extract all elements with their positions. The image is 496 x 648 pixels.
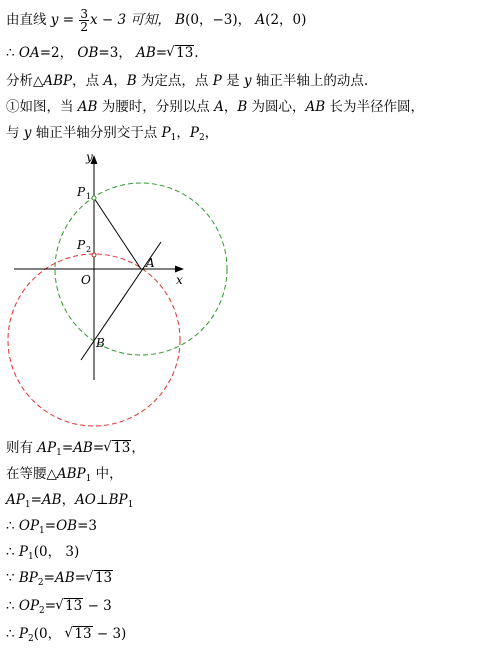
point-b: B [237,99,248,115]
denominator: 2 [80,20,88,34]
text: . [194,45,199,61]
label-x: x [176,273,183,287]
text: 轴正半轴分别交于点 [31,125,162,141]
text: ，点 [72,73,104,89]
coord-a: (2，0) [265,12,307,28]
text: 在等腰△ [6,466,57,482]
line-isosceles [6,465,123,488]
text: ， [223,99,238,115]
seg-ab: AB [77,99,98,115]
text: = [30,492,42,508]
text: − 3 [83,598,112,614]
point-b: B [175,12,186,28]
sqrt [56,597,83,615]
sqrt [65,625,92,643]
sqrt [167,44,194,62]
seg-ap: AP [6,492,25,508]
text: 为腰时，分别以点 [97,99,215,115]
subscript: 2 [39,606,45,616]
label-b: B [96,336,105,350]
point-p2: P [18,626,28,642]
text: 轴正半轴上的动点. [251,73,369,89]
sqrt [104,439,131,457]
triangle-abp: ABP [43,73,73,89]
line-case-one [6,98,424,116]
text: = [58,12,79,28]
perp-symbol: ⊥ [95,492,109,508]
text: = [92,440,105,456]
text: = [61,440,74,456]
text: ， [113,73,127,89]
point-p1: P [161,125,171,141]
text: =3， [98,45,132,61]
subscript: 1 [85,474,92,484]
text: 由直线 [6,12,47,28]
label-o: O [81,273,91,287]
seg-ab: AB [305,99,326,115]
text: ， [131,440,145,456]
seg-op: OP [18,518,40,534]
text: = [44,598,57,614]
sqrt [86,569,113,587]
line-intersections [6,124,218,147]
point-p2: P [189,125,199,141]
line-p1-coord [6,543,79,566]
text: ， [61,492,76,508]
subscript: 1 [39,526,45,536]
subscript: 1 [56,448,62,458]
therefore-symbol: ∴ [6,518,19,534]
because-symbol: ∵ [6,570,19,586]
text: 与 [6,125,24,141]
line-bp2 [6,569,113,592]
seg-ab: AB [136,45,156,61]
triangle-abp1: ABP [56,466,86,482]
text: 是 [221,73,244,89]
text: (0， 3) [33,544,80,560]
text: 分析△ [6,73,44,89]
var-y: y [243,73,252,89]
label-y: y [86,150,93,164]
numerator: 3 [80,7,88,21]
var-y: y [50,12,59,28]
subscript: 2 [198,133,205,143]
geometry-figure [0,148,240,438]
var-y: y [23,125,32,141]
text: 为定点，点 [136,73,213,89]
point-p2-marker [92,253,96,257]
subscript: 2 [37,578,44,588]
line-ap1-equals [6,439,145,462]
text: 中， [91,466,123,482]
fraction [79,8,89,33]
text: − 3) [92,626,127,642]
label-p2: P [77,238,86,252]
subscript: 1 [27,552,34,562]
line-perpendicular [6,491,133,514]
radicand: 13 [74,626,92,642]
subscript: 1 [127,500,134,510]
point-p: P [212,73,222,89]
text: = [44,518,57,534]
segment-p1-a [94,198,141,269]
line-p2-coord [6,625,126,648]
point-p1: P [18,544,28,560]
seg-ap: AP [37,440,57,456]
text: (0， [33,626,66,642]
radicand: 13 [176,45,194,61]
seg-ob: OB [56,518,78,534]
line-op1 [6,517,97,540]
point-b: B [126,73,137,89]
subscript: 1 [24,500,31,510]
point-a: A [255,12,266,28]
therefore-symbol: ∴ [6,598,19,614]
label-p1: P [77,185,86,199]
text: = [155,45,168,61]
text: ①如图，当 [6,99,78,115]
text: =2， [39,45,74,61]
subscript: 2 [27,634,34,644]
seg-op: OP [18,598,40,614]
text: 长为半径作圆， [325,99,424,115]
therefore-symbol: ∴ [6,626,19,642]
coord-b: (0，−3)， [185,12,252,28]
seg-oa: OA [18,45,40,61]
label-p2-sub: 2 [86,245,92,254]
seg-bp: BP [108,492,128,508]
text: 为圆心， [247,99,306,115]
text: = [74,570,86,586]
label-p1-sub: 1 [86,192,92,201]
point-a: A [103,73,114,89]
seg-bp: BP [18,570,38,586]
text: ， [176,125,190,141]
line-analysis [6,72,368,90]
seg-ob: OB [77,45,99,61]
subscript: 1 [170,133,177,143]
seg-ao: AO [75,492,96,508]
text: 则有 [6,440,38,456]
therefore-symbol: ∴ [6,45,19,61]
seg-ab: AB [41,492,62,508]
line-given-equation [6,8,306,33]
label-a: A [146,256,155,270]
line-op2 [6,597,112,620]
seg-ab: AB [54,570,75,586]
text: ， [204,125,219,141]
radicand: 13 [94,570,113,586]
point-p1-marker [92,196,96,200]
text: x − 3 可知， [89,12,171,28]
text: =3 [77,518,97,534]
seg-ab: AB [73,440,93,456]
radicand: 13 [113,440,131,456]
line-lengths [6,44,199,62]
x-axis-arrow [175,266,184,273]
radicand: 13 [65,598,83,614]
therefore-symbol: ∴ [6,544,19,560]
point-a: A [214,99,224,115]
text: = [43,570,55,586]
